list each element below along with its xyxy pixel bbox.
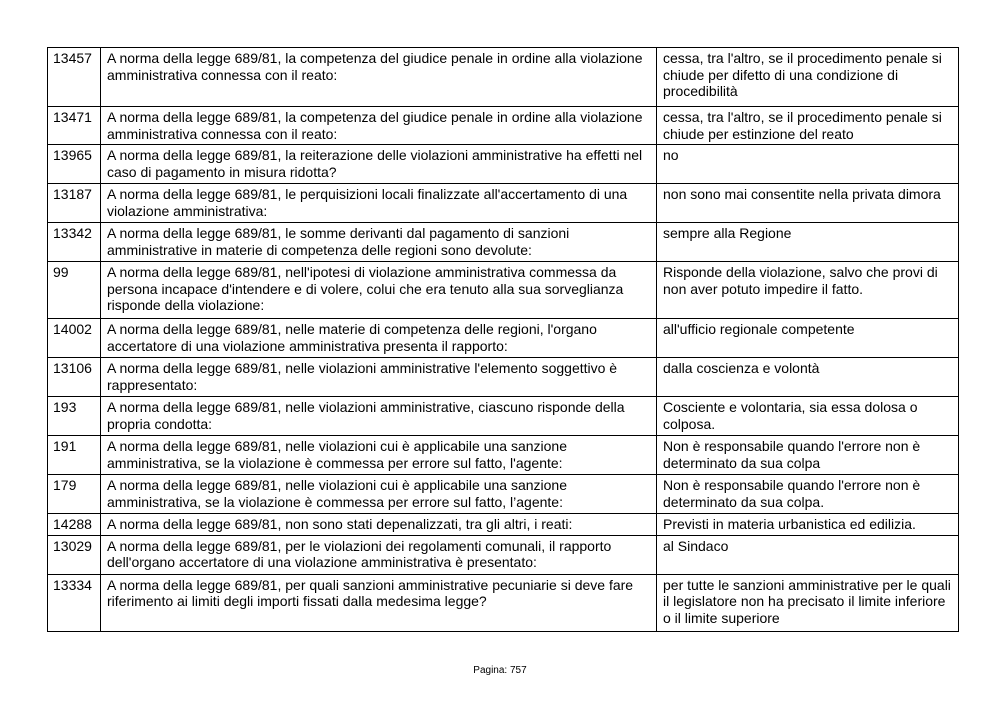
- question-id-cell: 13334: [48, 574, 101, 631]
- question-cell: A norma della legge 689/81, non sono stati depenalizzati, tra gli altri, i reati:: [101, 514, 657, 536]
- question-id-cell: 13029: [48, 535, 101, 574]
- answer-cell: Non è responsabile quando l'errore non è determinato da sua colpa.: [657, 475, 959, 514]
- answer-cell: Risponde della violazione, salvo che provi di non aver potuto impedire il fatto.: [657, 262, 959, 319]
- question-id-cell: 191: [48, 436, 101, 475]
- question-cell: A norma della legge 689/81, nelle violazioni cui è applicabile una sanzione amministrativa, se la violazione è commessa per errore sul fatto, l'agente:: [101, 436, 657, 475]
- question-cell: A norma della legge 689/81, nell'ipotesi di violazione amministrativa commessa da persona incapace d'intendere e di volere, colui che era tenuto alla sua sorveglianza risponde della violazione:: [101, 262, 657, 319]
- answer-cell: sempre alla Regione: [657, 223, 959, 262]
- question-id-cell: 179: [48, 475, 101, 514]
- answer-cell: Non è responsabile quando l'errore non è determinato da sua colpa: [657, 436, 959, 475]
- answer-cell: cessa, tra l'altro, se il procedimento penale si chiude per estinzione del reato: [657, 107, 959, 145]
- table-row: [48, 475, 959, 514]
- question-id-cell: 14002: [48, 319, 101, 358]
- table-row: [48, 107, 959, 145]
- answer-cell: Cosciente e volontaria, sia essa dolosa o colposa.: [657, 397, 959, 436]
- table-row: [48, 223, 959, 262]
- question-id-cell: 13106: [48, 358, 101, 397]
- question-id-cell: 13471: [48, 107, 101, 145]
- question-id-cell: 14288: [48, 514, 101, 536]
- table-row: [48, 358, 959, 397]
- table-row: [48, 48, 959, 107]
- answer-cell: per tutte le sanzioni amministrative per le quali il legislatore non ha precisato il limite inferiore o il limite superiore: [657, 574, 959, 631]
- answer-cell: al Sindaco: [657, 535, 959, 574]
- answer-cell: dalla coscienza e volontà: [657, 358, 959, 397]
- table-row: [48, 574, 959, 631]
- question-cell: A norma della legge 689/81, la competenza del giudice penale in ordine alla violazione amministrativa connessa con il reato:: [101, 107, 657, 145]
- table-row: [48, 145, 959, 184]
- table-row: [48, 319, 959, 358]
- table-row: [48, 262, 959, 319]
- answer-cell: non sono mai consentite nella privata dimora: [657, 184, 959, 223]
- question-cell: A norma della legge 689/81, nelle violazioni cui è applicabile una sanzione amministrativa, se la violazione è commessa per errore sul fatto, l’agente:: [101, 475, 657, 514]
- qa-table-body: [48, 48, 959, 632]
- question-cell: A norma della legge 689/81, le somme derivanti dal pagamento di sanzioni amministrative in materie di competenza delle regioni sono devolute:: [101, 223, 657, 262]
- question-cell: A norma della legge 689/81, nelle materie di competenza delle regioni, l'organo accertatore di una violazione amministrativa presenta il rapporto:: [101, 319, 657, 358]
- table-row: [48, 184, 959, 223]
- question-cell: A norma della legge 689/81, la reiterazione delle violazioni amministrative ha effetti nel caso di pagamento in misura ridotta?: [101, 145, 657, 184]
- question-cell: A norma della legge 689/81, nelle violazioni amministrative, ciascuno risponde della propria condotta:: [101, 397, 657, 436]
- question-cell: A norma della legge 689/81, per le violazioni dei regolamenti comunali, il rapporto dell'organo accertatore di una violazione amministrativa è presentato:: [101, 535, 657, 574]
- page-number: Pagina: 757: [473, 665, 527, 676]
- table-row: [48, 514, 959, 536]
- question-cell: A norma della legge 689/81, la competenza del giudice penale in ordine alla violazione amministrativa connessa con il reato:: [101, 48, 657, 107]
- question-cell: A norma della legge 689/81, nelle violazioni amministrative l'elemento soggettivo è rappresentato:: [101, 358, 657, 397]
- answer-cell: all'ufficio regionale competente: [657, 319, 959, 358]
- question-id-cell: 193: [48, 397, 101, 436]
- question-id-cell: 13457: [48, 48, 101, 107]
- question-cell: A norma della legge 689/81, le perquisizioni locali finalizzate all'accertamento di una violazione amministrativa:: [101, 184, 657, 223]
- question-id-cell: 13965: [48, 145, 101, 184]
- question-id-cell: 13342: [48, 223, 101, 262]
- answer-cell: Previsti in materia urbanistica ed edilizia.: [657, 514, 959, 536]
- table-row: [48, 397, 959, 436]
- qa-table: [47, 47, 959, 632]
- table-row: [48, 436, 959, 475]
- question-id-cell: 13187: [48, 184, 101, 223]
- question-cell: A norma della legge 689/81, per quali sanzioni amministrative pecuniarie si deve fare riferimento ai limiti degli importi fissati dalla medesima legge?: [101, 574, 657, 631]
- answer-cell: cessa, tra l'altro, se il procedimento penale si chiude per difetto di una condizione di procedibilità: [657, 48, 959, 107]
- table-row: [48, 535, 959, 574]
- answer-cell: no: [657, 145, 959, 184]
- question-id-cell: 99: [48, 262, 101, 319]
